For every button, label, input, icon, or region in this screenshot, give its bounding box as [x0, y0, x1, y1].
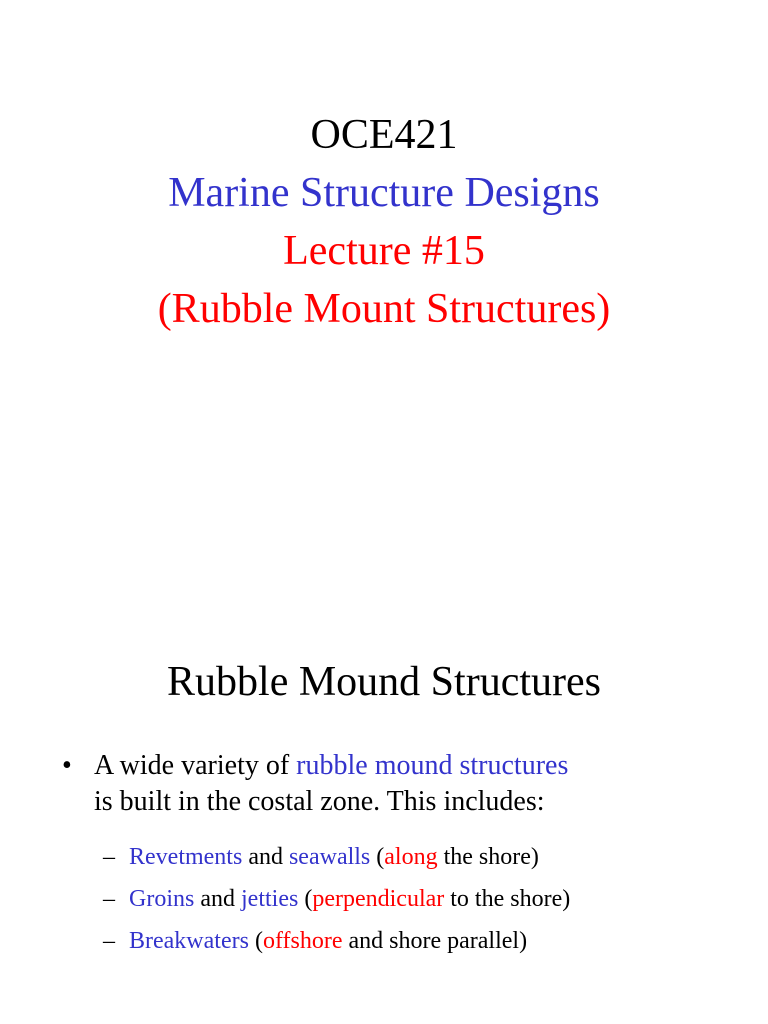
sub-bullet-list — [103, 836, 743, 962]
sub-bullet-text-part: Groins — [129, 886, 195, 912]
bullet-text — [94, 748, 722, 820]
sub-bullet-text-part: to the shore) — [444, 886, 571, 912]
sub-bullet-text-part: ( — [298, 886, 313, 912]
bullet-marker: • — [62, 750, 72, 781]
sub-bullet-text-part: jetties — [241, 886, 299, 912]
dash-marker: – — [103, 886, 115, 912]
lecture-topic: (Rubble Mount Structures) — [157, 286, 611, 332]
sub-bullet-text-part: and — [242, 844, 289, 870]
main-bullet — [62, 748, 722, 820]
sub-bullet-text-part: offshore — [262, 928, 343, 954]
sub-bullet-item — [103, 878, 743, 920]
dash-marker: – — [103, 928, 115, 954]
sub-bullet-text-part: the shore) — [437, 844, 539, 870]
title-block — [0, 106, 768, 338]
bullet-text-intro: A wide variety of — [94, 750, 297, 781]
sub-bullet-text-part: Revetments — [129, 844, 243, 870]
sub-bullet-text-part: Breakwaters — [129, 928, 249, 954]
lecture-number: Lecture #15 — [283, 228, 485, 274]
sub-bullet-text-part: ( — [370, 844, 385, 870]
slide-title: Rubble Mound Structures — [167, 659, 601, 705]
sub-bullet-text-part: and — [194, 886, 241, 912]
sub-bullet-item — [103, 920, 743, 962]
bullet-highlight: rubble mound structures — [296, 750, 569, 781]
sub-bullet-item — [103, 836, 743, 878]
course-code: OCE421 — [310, 112, 458, 158]
dash-marker: – — [103, 844, 115, 870]
course-title: Marine Structure Designs — [168, 170, 600, 216]
sub-bullet-text-part: along — [384, 844, 438, 870]
sub-bullet-text-part: seawalls — [288, 844, 371, 870]
sub-bullet-text-part: ( — [248, 928, 263, 954]
sub-bullet-text-part: perpendicular — [312, 886, 445, 912]
sub-bullet-text-part: and shore parallel) — [342, 928, 528, 954]
content-slide — [0, 512, 768, 1024]
bullet-text-line2: is built in the costal zone. This includes: — [94, 786, 545, 817]
